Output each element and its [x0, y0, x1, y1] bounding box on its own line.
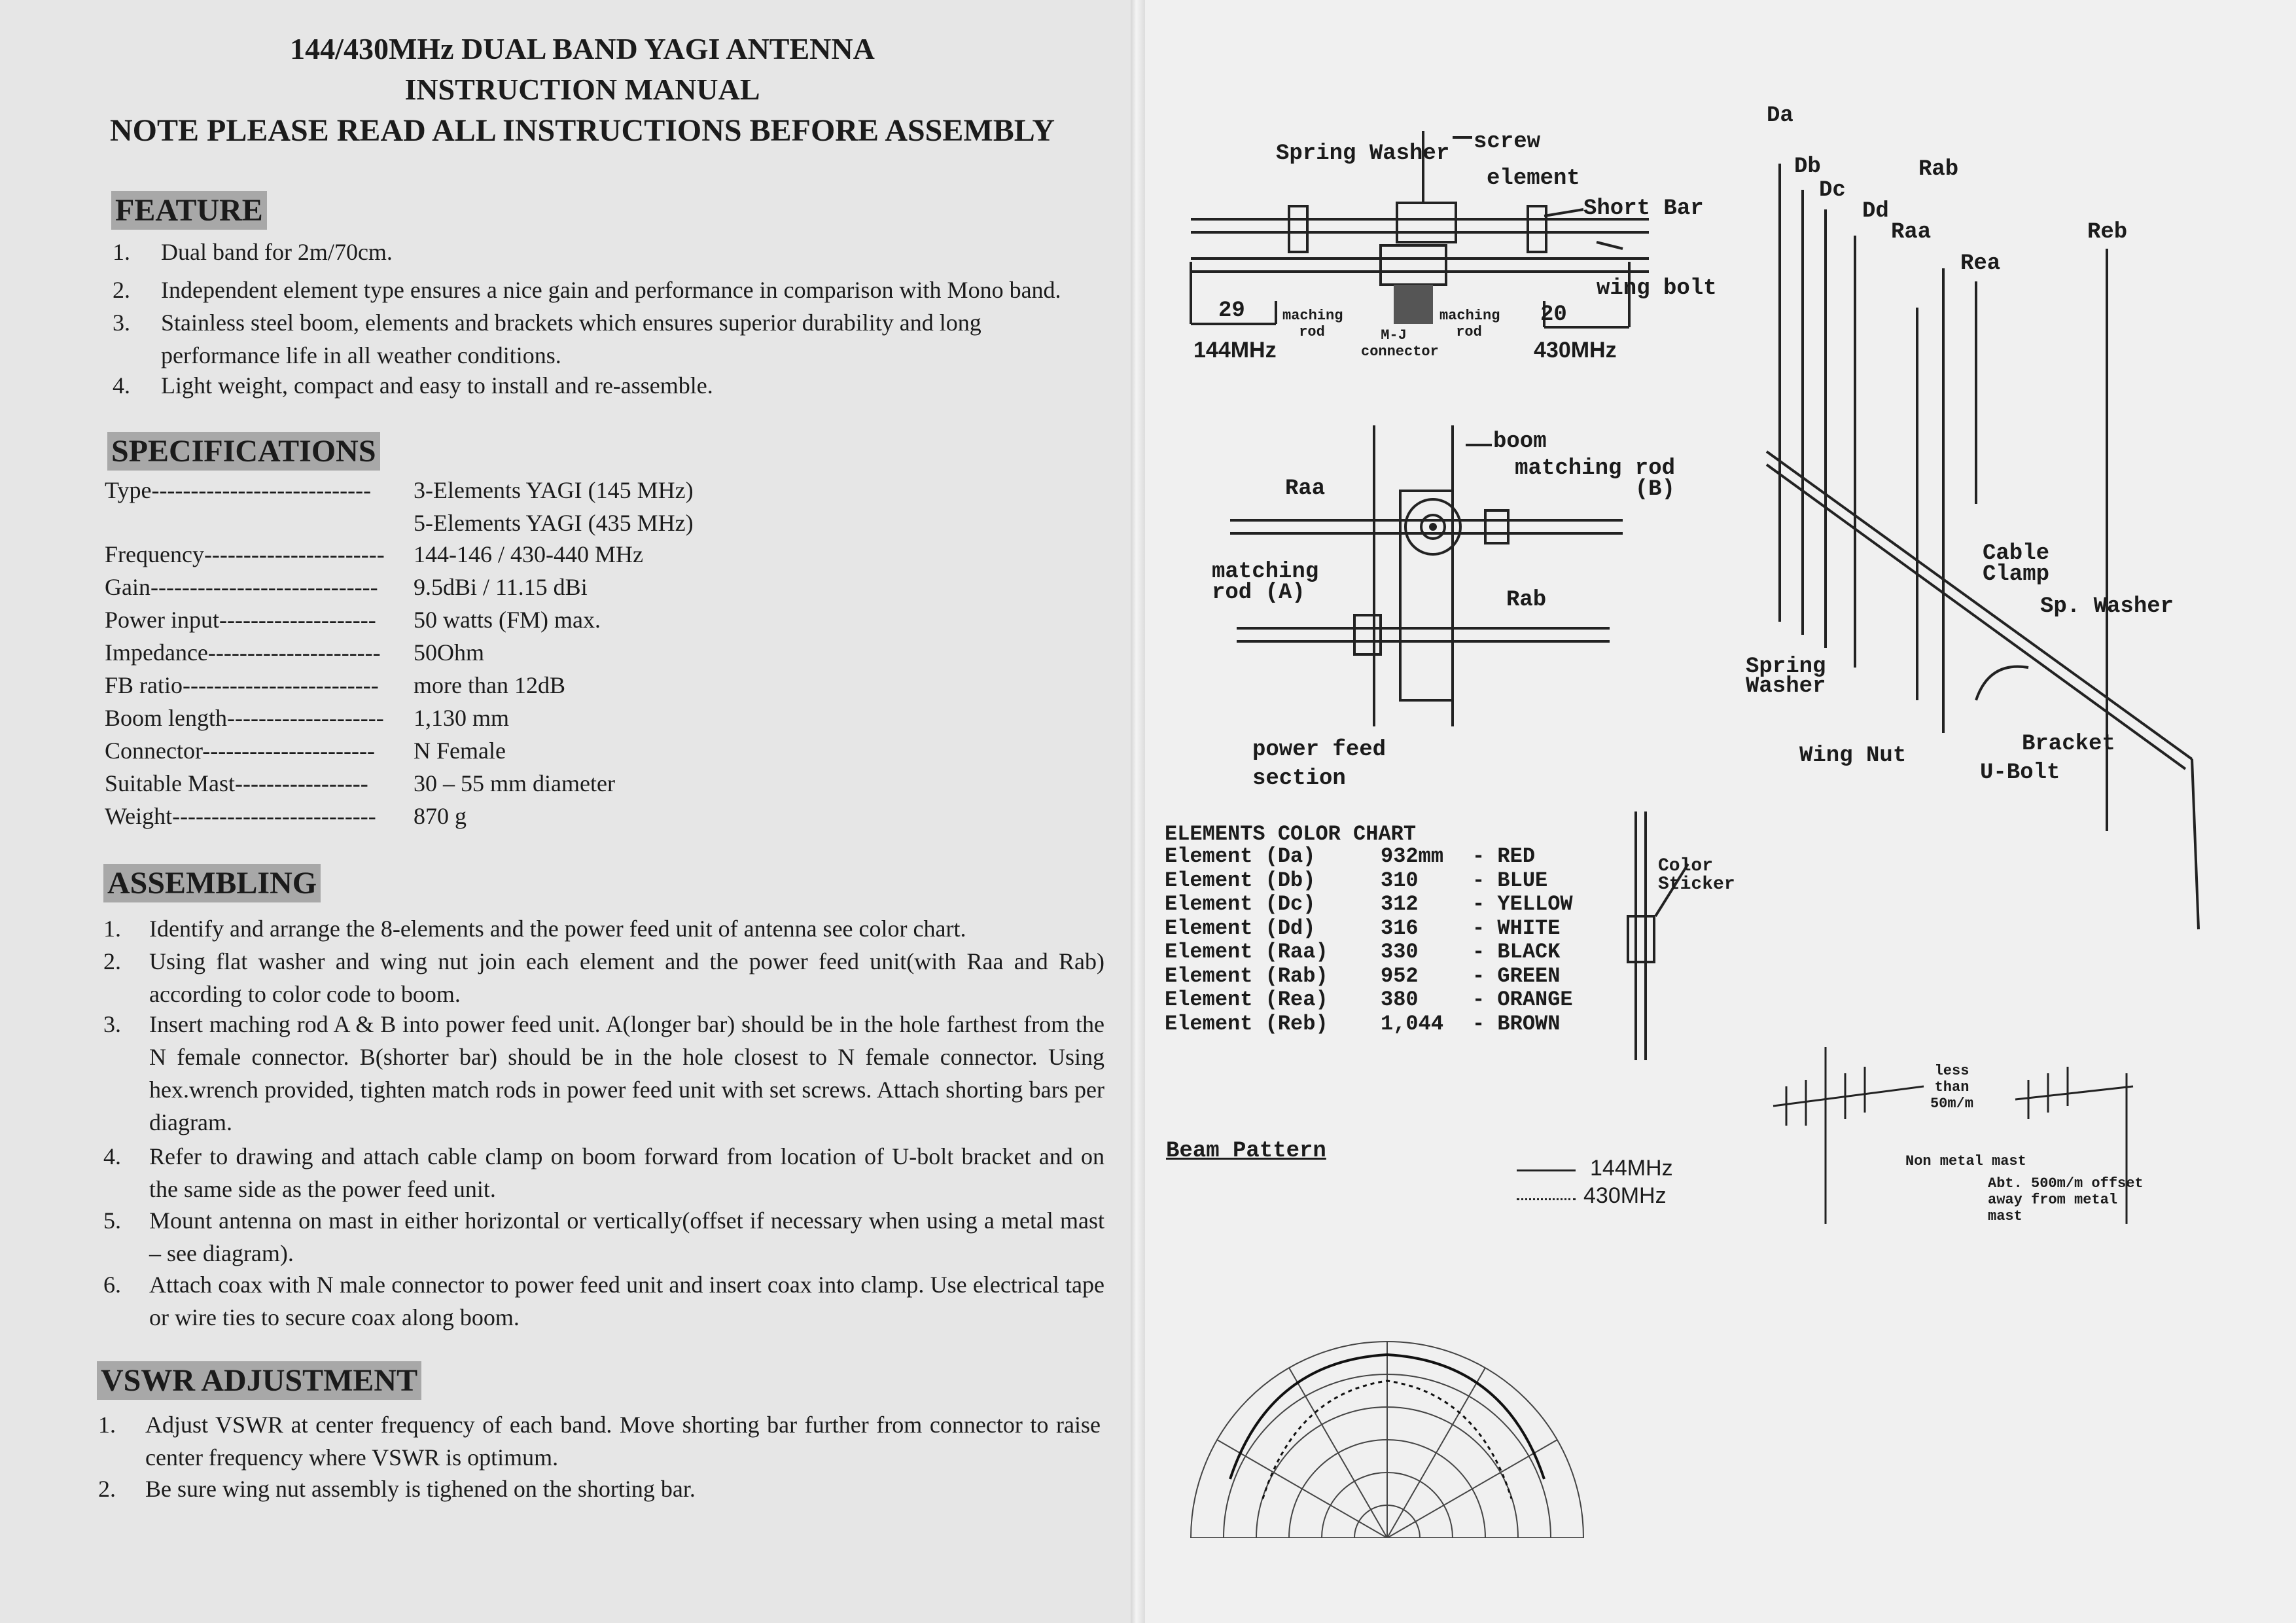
manual-title: 144/430MHz DUAL BAND YAGI ANTENNA: [290, 32, 875, 65]
item-number: 1.: [98, 1412, 116, 1438]
manual-subtitle: INSTRUCTION MANUAL: [404, 73, 760, 106]
item-number: 3.: [113, 310, 130, 336]
da-label: Da: [1767, 103, 1793, 128]
spec-row: [105, 541, 759, 573]
dim-29-label: 29: [1218, 298, 1245, 323]
spec-value: 870 g: [414, 803, 467, 829]
spec-key: Suitable Mast-----------------: [105, 770, 368, 796]
u-bolt-label: U-Bolt: [1980, 760, 2060, 785]
cable-clamp-label: Cable Clamp: [1983, 541, 2050, 587]
band-430-label: 430MHz: [1534, 338, 1617, 363]
matching-rod-a-label: matching rod (A): [1212, 560, 1319, 605]
color-chart-color: - BLUE: [1472, 868, 1548, 893]
vswr-item: [98, 1472, 1106, 1505]
color-chart-label: Element (Reb): [1165, 1011, 1328, 1036]
item-text: Dual band for 2m/70cm.: [161, 239, 393, 265]
legend-430-label: 430MHz: [1583, 1183, 1667, 1208]
color-chart-value: 330: [1381, 940, 1419, 964]
item-number: 4.: [113, 372, 130, 399]
spec-value: 144-146 / 430-440 MHz: [414, 541, 643, 567]
color-chart-color: - WHITE: [1472, 916, 1561, 940]
color-chart-color: - BLACK: [1472, 940, 1561, 964]
assembling-item: [103, 1140, 1111, 1205]
spec-key: Gain-----------------------------: [105, 574, 378, 600]
spec-row: [105, 509, 759, 542]
beam-pattern-title: Beam Pattern: [1166, 1139, 1326, 1164]
bracket-label: Bracket: [2022, 732, 2115, 757]
color-chart-label: Element (Dd): [1165, 916, 1316, 940]
color-chart-color: - GREEN: [1472, 963, 1561, 988]
spec-row: [105, 606, 759, 639]
rab-label: Rab: [1506, 588, 1547, 613]
non-metal-mast-label: Non metal mast: [1905, 1153, 2026, 1169]
raa-element-label: Raa: [1891, 220, 1932, 245]
item-text: Insert maching rod A & B into power feed unit. A(longer bar) should be in the hole farthest from the N female connector. B(shorter bar) should be in the hole closest to N female connector. Using hex.wrench provided, tighten match rods in power feed unit with set screws. Attach shorting bars per diagram.: [149, 1011, 1104, 1135]
spec-value: 30 – 55 mm diameter: [414, 770, 615, 796]
spec-value: 50Ohm: [414, 639, 484, 666]
power-feed-label: power feed section: [1252, 738, 1386, 791]
spec-row: [105, 573, 759, 606]
item-text: Adjust VSWR at center frequency of each band. Move shorting bar further from connector to raise center frequency where VSWR is optimum.: [145, 1412, 1101, 1471]
color-chart-label: Element (Db): [1165, 868, 1316, 893]
wing-nut-label: Wing Nut: [1799, 743, 1907, 768]
item-text: Mount antenna on mast in either horizontal or vertically(offset if necessary when using a metal mast – see diagram).: [149, 1207, 1104, 1266]
color-chart-row: [1165, 892, 1610, 916]
spec-row: [105, 639, 759, 671]
color-chart-row: [1165, 964, 1610, 988]
item-text: Refer to drawing and attach cable clamp on boom forward from location of U-bolt bracket and on the same side as the power feed unit.: [149, 1143, 1104, 1202]
color-chart-label: Element (Da): [1165, 844, 1316, 868]
rab-element-label: Rab: [1918, 157, 1959, 182]
spring-washer-label: Spring Washer: [1276, 141, 1450, 166]
assembling-heading: ASSEMBLING: [103, 864, 321, 902]
mj-connector-label: M-J connector: [1361, 327, 1439, 360]
color-sticker-diagram: [1610, 812, 1714, 1060]
spec-row: [105, 671, 759, 704]
color-chart-value: 380: [1381, 988, 1419, 1012]
sp-washer-label: Sp. Washer: [2040, 594, 2174, 619]
feature-item: [113, 274, 1094, 306]
item-number: 2.: [103, 948, 121, 974]
wing-bolt-label: wing bolt: [1597, 276, 1717, 301]
spec-key: Connector----------------------: [105, 738, 375, 764]
color-chart-row: [1165, 988, 1610, 1011]
item-text: Be sure wing nut assembly is tighened on the shorting bar.: [145, 1476, 696, 1502]
vswr-heading: VSWR ADJUSTMENT: [97, 1361, 421, 1400]
vswr-item: [98, 1408, 1106, 1474]
assembling-item: [103, 1268, 1111, 1334]
assembly-note: NOTE PLEASE READ ALL INSTRUCTIONS BEFORE ASSEMBLY: [110, 113, 1055, 148]
color-chart-row: [1165, 844, 1610, 868]
spec-row: [105, 476, 759, 509]
color-chart-value: 932mm: [1381, 844, 1444, 868]
maching-rod-label-1: maching rod: [1282, 308, 1343, 340]
spec-key: Power input--------------------: [105, 607, 376, 633]
item-number: 2.: [98, 1476, 116, 1502]
color-chart-title: ELEMENTS COLOR CHART: [1165, 822, 1417, 846]
spring-washer-label-2: Spring Washer: [1746, 654, 1826, 699]
item-text: Independent element type ensures a nice gain and performance in comparison with Mono band.: [161, 277, 1061, 303]
color-sticker-label: Color Sticker: [1658, 856, 1735, 895]
matching-rod-b-label: matching rod (B): [1515, 456, 1675, 502]
color-chart-row: [1165, 940, 1610, 963]
dim-20-label: 20: [1540, 302, 1567, 327]
spec-key: Type----------------------------: [105, 477, 372, 503]
n-connector-shape: [1394, 285, 1433, 324]
color-chart-row: [1165, 868, 1610, 892]
spec-row: [105, 704, 759, 737]
color-chart-label: Element (Rab): [1165, 963, 1328, 988]
page-fold: [1131, 0, 1145, 1623]
item-text: Identify and arrange the 8-elements and the power feed unit of antenna see color chart.: [149, 916, 966, 942]
antenna-assembly-diagram: [1740, 111, 2225, 936]
assembling-item: [103, 912, 1111, 945]
maching-rod-label-2: maching rod: [1439, 308, 1500, 340]
color-chart-value: 310: [1381, 868, 1419, 893]
spec-row: [105, 737, 759, 770]
color-chart-color: - BROWN: [1472, 1011, 1561, 1036]
color-chart-value: 952: [1381, 963, 1419, 988]
color-chart-color: - YELLOW: [1472, 892, 1573, 916]
spec-value: 1,130 mm: [414, 705, 510, 731]
spec-value: N Female: [414, 738, 506, 764]
offset-label: Abt. 500m/m offset away from metal mast: [1988, 1175, 2144, 1224]
spec-value: 9.5dBi / 11.15 dBi: [414, 574, 588, 600]
item-number: 1.: [113, 239, 130, 265]
item-text: Using flat washer and wing nut join each element and the power feed unit(with Raa and Rab) according to color code to boom.: [149, 948, 1104, 1007]
color-chart-value: 1,044: [1381, 1011, 1444, 1036]
reb-label: Reb: [2087, 220, 2128, 245]
raa-label: Raa: [1285, 476, 1326, 501]
color-chart-value: 316: [1381, 916, 1419, 940]
spec-value: 50 watts (FM) max.: [414, 607, 601, 633]
spec-value: 3-Elements YAGI (145 MHz): [414, 477, 694, 503]
band-144-label: 144MHz: [1193, 338, 1277, 363]
spec-row: [105, 770, 759, 802]
db-label: Db: [1794, 154, 1821, 179]
item-text: Light weight, compact and easy to install and re-assemble.: [161, 372, 713, 399]
screw-label: screw: [1474, 130, 1541, 154]
color-chart-value: 312: [1381, 892, 1419, 916]
spec-key: Frequency-----------------------: [105, 541, 385, 567]
color-chart-row: [1165, 916, 1610, 940]
beam-pattern-chart: [1165, 1171, 1610, 1538]
item-number: 4.: [103, 1143, 121, 1169]
item-text: Stainless steel boom, elements and brackets which ensures superior durability and long performance life in all weather conditions.: [161, 310, 981, 368]
item-number: 3.: [103, 1011, 121, 1037]
feature-item: [113, 369, 1094, 402]
item-number: 1.: [103, 916, 121, 942]
assembling-item: [103, 945, 1111, 1010]
color-chart-color: - RED: [1472, 844, 1536, 868]
specifications-heading: SPECIFICATIONS: [107, 432, 380, 471]
spec-value: more than 12dB: [414, 672, 565, 698]
short-bar-label: Short Bar: [1583, 196, 1704, 221]
assembling-item: [103, 1204, 1111, 1270]
less-than-label: less than 50m/m: [1930, 1063, 1973, 1112]
item-number: 6.: [103, 1272, 121, 1298]
item-number: 2.: [113, 277, 130, 303]
spec-key: Impedance----------------------: [105, 639, 381, 666]
element-label: element: [1487, 166, 1580, 191]
dc-label: Dc: [1819, 178, 1846, 203]
legend-144-label: 144MHz: [1590, 1156, 1673, 1181]
dd-label: Dd: [1862, 199, 1889, 224]
feature-item: [113, 306, 1094, 372]
color-chart-label: Element (Dc): [1165, 892, 1316, 916]
spec-key: Weight--------------------------: [105, 803, 376, 829]
spec-key: FB ratio-------------------------: [105, 672, 379, 698]
item-number: 5.: [103, 1207, 121, 1234]
color-chart-label: Element (Rea): [1165, 988, 1328, 1012]
spec-key: Boom length--------------------: [105, 705, 384, 731]
color-chart-color: - ORANGE: [1472, 988, 1573, 1012]
boom-label: boom: [1493, 429, 1547, 454]
spec-value: 5-Elements YAGI (435 MHz): [414, 510, 694, 536]
spec-row: [105, 802, 759, 835]
item-text: Attach coax with N male connector to power feed unit and insert coax into clamp. Use electrical tape or wire ties to secure coax along boom.: [149, 1272, 1104, 1330]
color-chart-label: Element (Raa): [1165, 940, 1328, 964]
feature-item: [113, 236, 1094, 268]
assembling-item: [103, 1008, 1111, 1139]
color-chart-row: [1165, 1012, 1610, 1035]
rea-label: Rea: [1960, 251, 2001, 276]
feature-heading: FEATURE: [111, 191, 267, 230]
